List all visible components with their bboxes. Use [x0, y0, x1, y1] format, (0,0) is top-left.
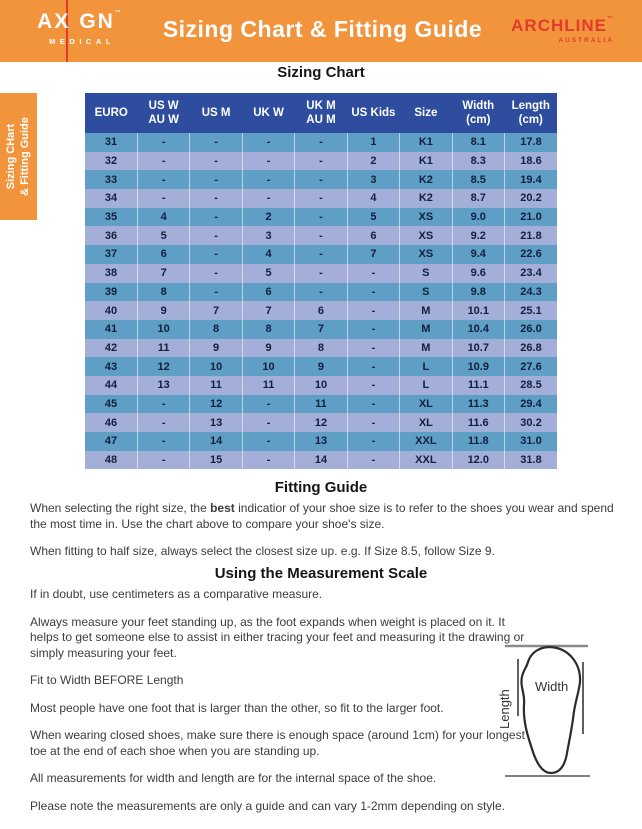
- paragraph-text: indicatior of your shoe size is to refer to the shoes you wear and spend the most time in. Use the chart above to compare your shoe's size.: [30, 501, 614, 531]
- archline-wordmark: ARCHLINE™: [511, 16, 614, 35]
- table-row: [85, 301, 557, 320]
- table-cell: XS: [400, 208, 452, 227]
- table-cell: 31.8: [505, 451, 558, 470]
- table-cell: M: [400, 339, 452, 358]
- table-cell: -: [347, 376, 399, 395]
- table-cell: 4: [137, 208, 189, 227]
- table-cell: 11.6: [452, 413, 504, 432]
- table-cell: -: [190, 208, 242, 227]
- table-cell: XXL: [400, 432, 452, 451]
- table-cell: 7: [295, 320, 347, 339]
- table-cell: 21.0: [505, 208, 558, 227]
- table-cell: 43: [85, 357, 137, 376]
- column-header: US W AU W: [137, 93, 189, 133]
- table-cell: -: [242, 395, 294, 414]
- table-cell: -: [347, 413, 399, 432]
- fitting-paragraph-1: [30, 501, 614, 532]
- table-cell: 38: [85, 264, 137, 283]
- table-cell: 14: [190, 432, 242, 451]
- table-cell: 2: [242, 208, 294, 227]
- table-cell: 12: [137, 357, 189, 376]
- table-cell: 8.1: [452, 133, 504, 152]
- table-cell: 26.8: [505, 339, 558, 358]
- table-cell: 25.1: [505, 301, 558, 320]
- table-cell: 19.4: [505, 170, 558, 189]
- table-cell: -: [137, 451, 189, 470]
- table-cell: 11: [242, 376, 294, 395]
- axign-wordmark: AX GN™: [37, 10, 123, 33]
- length-label: Length: [498, 689, 512, 729]
- side-tab: [0, 93, 37, 220]
- measurement-paragraph: All measurements for width and length are for the internal space of the shoe.: [30, 771, 437, 785]
- table-cell: 7: [242, 301, 294, 320]
- table-cell: 40: [85, 301, 137, 320]
- table-cell: 7: [347, 245, 399, 264]
- table-cell: 11.8: [452, 432, 504, 451]
- table-cell: -: [190, 133, 242, 152]
- table-cell: 37: [85, 245, 137, 264]
- table-cell: -: [137, 395, 189, 414]
- page-title: Sizing Chart & Fitting Guide: [162, 16, 483, 42]
- table-cell: 9: [137, 301, 189, 320]
- table-cell: -: [190, 245, 242, 264]
- table-cell: S: [400, 264, 452, 283]
- table-cell: 9.4: [452, 245, 504, 264]
- table-cell: M: [400, 301, 452, 320]
- table-cell: 8.5: [452, 170, 504, 189]
- sizing-chart-heading: Sizing Chart: [277, 64, 365, 81]
- table-cell: 36: [85, 226, 137, 245]
- table-row: [85, 413, 557, 432]
- table-cell: 21.8: [505, 226, 558, 245]
- table-cell: 27.6: [505, 357, 558, 376]
- table-cell: 13: [190, 413, 242, 432]
- table-cell: -: [347, 432, 399, 451]
- table-cell: 9.8: [452, 283, 504, 302]
- table-cell: K2: [400, 189, 452, 208]
- table-cell: 39: [85, 283, 137, 302]
- measurement-paragraph: Always measure your feet standing up, as the foot expands when weight is placed on it. It helps to get someone else to assist in either tracing your feet and measuring it the drawing or simply measuring your feet.: [30, 614, 525, 660]
- table-cell: 29.4: [505, 395, 558, 414]
- table-cell: -: [295, 283, 347, 302]
- table-cell: XL: [400, 395, 452, 414]
- table-cell: -: [242, 413, 294, 432]
- table-cell: -: [137, 152, 189, 171]
- table-cell: 4: [347, 189, 399, 208]
- table-cell: XS: [400, 226, 452, 245]
- table-cell: 11.3: [452, 395, 504, 414]
- column-header: US Kids: [347, 93, 399, 133]
- table-cell: -: [295, 264, 347, 283]
- table-cell: 10: [137, 320, 189, 339]
- table-cell: 5: [137, 226, 189, 245]
- table-cell: 23.4: [505, 264, 558, 283]
- table-cell: 45: [85, 395, 137, 414]
- table-cell: -: [295, 189, 347, 208]
- measurement-paragraph: If in doubt, use centimeters as a comparative measure.: [30, 587, 323, 601]
- axign-medical-subtext: MEDICAL: [49, 37, 115, 46]
- table-cell: -: [190, 189, 242, 208]
- fitting-guide-heading: Fitting Guide: [274, 479, 368, 496]
- table-cell: 17.8: [505, 133, 558, 152]
- table-cell: 11: [295, 395, 347, 414]
- table-cell: 8.7: [452, 189, 504, 208]
- table-cell: 35: [85, 208, 137, 227]
- table-cell: -: [295, 226, 347, 245]
- table-row: [85, 432, 557, 451]
- table-row: [85, 208, 557, 227]
- table-cell: -: [347, 395, 399, 414]
- bold-word: best: [210, 501, 235, 515]
- table-cell: 6: [137, 245, 189, 264]
- table-cell: 41: [85, 320, 137, 339]
- column-header: UK M AU M: [295, 93, 347, 133]
- table-cell: L: [400, 357, 452, 376]
- table-row: [85, 357, 557, 376]
- table-cell: 18.6: [505, 152, 558, 171]
- measurement-paragraph: When wearing closed shoes, make sure there is enough space (around 1cm) for your longest toe at the end of each shoe when you are standing up.: [30, 728, 525, 758]
- table-cell: 8: [295, 339, 347, 358]
- table-cell: K2: [400, 170, 452, 189]
- table-cell: 42: [85, 339, 137, 358]
- table-cell: -: [190, 152, 242, 171]
- table-cell: 11: [137, 339, 189, 358]
- table-cell: 7: [190, 301, 242, 320]
- table-cell: -: [347, 339, 399, 358]
- table-row: [85, 152, 557, 171]
- side-tab-line1: Sizing CHart: [4, 123, 17, 190]
- table-cell: 32: [85, 152, 137, 171]
- table-row: [85, 133, 557, 152]
- table-cell: 9.6: [452, 264, 504, 283]
- table-cell: 2: [347, 152, 399, 171]
- table-cell: 8: [137, 283, 189, 302]
- table-cell: 20.2: [505, 189, 558, 208]
- table-cell: 12: [295, 413, 347, 432]
- table-cell: 4: [242, 245, 294, 264]
- table-cell: 12.0: [452, 451, 504, 470]
- table-cell: K1: [400, 133, 452, 152]
- table-cell: K1: [400, 152, 452, 171]
- table-cell: 10.4: [452, 320, 504, 339]
- table-row: [85, 376, 557, 395]
- table-cell: 31.0: [505, 432, 558, 451]
- table-row: [85, 170, 557, 189]
- table-cell: 6: [295, 301, 347, 320]
- table-cell: 8: [190, 320, 242, 339]
- table-cell: 5: [242, 264, 294, 283]
- table-cell: -: [137, 413, 189, 432]
- column-header: UK W: [242, 93, 294, 133]
- measurement-paragraph: Please note the measurements are only a guide and can vary 1-2mm depending on style.: [30, 798, 505, 813]
- table-cell: 13: [295, 432, 347, 451]
- table-cell: 14: [295, 451, 347, 470]
- table-cell: -: [347, 320, 399, 339]
- table-cell: -: [242, 170, 294, 189]
- table-cell: 22.6: [505, 245, 558, 264]
- archline-australia-subtext: AUSTRALIA: [558, 37, 614, 44]
- column-header: Width (cm): [452, 93, 504, 133]
- axign-medical-logo: [24, 10, 136, 46]
- table-row: [85, 226, 557, 245]
- foot-outline: [521, 647, 580, 773]
- table-cell: 1: [347, 133, 399, 152]
- table-cell: 10.7: [452, 339, 504, 358]
- table-cell: 31: [85, 133, 137, 152]
- table-cell: -: [190, 264, 242, 283]
- table-cell: -: [137, 133, 189, 152]
- table-row: [85, 451, 557, 470]
- table-cell: -: [295, 170, 347, 189]
- measurement-paragraph: Fit to Width BEFORE Length: [30, 673, 184, 687]
- table-cell: 12: [190, 395, 242, 414]
- column-header: Size: [400, 93, 452, 133]
- table-row: [85, 395, 557, 414]
- archline-logo: [511, 16, 614, 44]
- paragraph-text: When selecting the right size, the: [30, 501, 211, 515]
- table-cell: S: [400, 283, 452, 302]
- sizing-table-head-row: [85, 93, 557, 133]
- table-cell: -: [242, 432, 294, 451]
- table-cell: 28.5: [505, 376, 558, 395]
- sizing-table: [85, 93, 557, 469]
- table-cell: -: [137, 432, 189, 451]
- fitting-paragraph-2: When fitting to half size, always select the closest size up. e.g. If Size 8.5, follow Size 9.: [30, 544, 495, 558]
- table-cell: -: [347, 264, 399, 283]
- table-cell: 3: [242, 226, 294, 245]
- table-cell: 8.3: [452, 152, 504, 171]
- table-cell: 6: [347, 226, 399, 245]
- table-cell: L: [400, 376, 452, 395]
- table-cell: 24.3: [505, 283, 558, 302]
- table-cell: 10.1: [452, 301, 504, 320]
- table-cell: -: [295, 152, 347, 171]
- table-cell: 9.0: [452, 208, 504, 227]
- table-row: [85, 339, 557, 358]
- table-row: [85, 245, 557, 264]
- table-cell: -: [137, 170, 189, 189]
- column-header: EURO: [85, 93, 137, 133]
- width-label: Width: [535, 679, 569, 694]
- table-cell: -: [242, 152, 294, 171]
- table-row: [85, 283, 557, 302]
- table-cell: 30.2: [505, 413, 558, 432]
- table-cell: -: [347, 283, 399, 302]
- side-tab-line2: & Fitting Guide: [18, 117, 31, 196]
- table-cell: 26.0: [505, 320, 558, 339]
- table-cell: XL: [400, 413, 452, 432]
- table-cell: 6: [242, 283, 294, 302]
- sizing-table-body: [85, 133, 557, 469]
- table-cell: 5: [347, 208, 399, 227]
- table-row: [85, 264, 557, 283]
- table-cell: -: [295, 208, 347, 227]
- table-cell: -: [190, 226, 242, 245]
- table-cell: 34: [85, 189, 137, 208]
- table-row: [85, 320, 557, 339]
- sizing-table-wrap: [85, 93, 557, 469]
- table-cell: 8: [242, 320, 294, 339]
- page-header: [0, 0, 642, 62]
- table-cell: 11.1: [452, 376, 504, 395]
- measurement-scale-heading: Using the Measurement Scale: [214, 565, 428, 582]
- table-cell: 9.2: [452, 226, 504, 245]
- table-cell: 46: [85, 413, 137, 432]
- table-cell: 13: [137, 376, 189, 395]
- foot-measurement-diagram: [498, 634, 638, 786]
- table-cell: 7: [137, 264, 189, 283]
- table-cell: 10.9: [452, 357, 504, 376]
- table-cell: XS: [400, 245, 452, 264]
- table-cell: -: [347, 451, 399, 470]
- table-cell: 9: [242, 339, 294, 358]
- table-cell: 44: [85, 376, 137, 395]
- fitting-guide-text: [30, 501, 614, 572]
- measurement-paragraph: Most people have one foot that is larger than the other, so fit to the larger foot.: [30, 700, 444, 715]
- side-tab-label: [0, 93, 37, 220]
- table-cell: -: [190, 170, 242, 189]
- table-cell: -: [190, 283, 242, 302]
- table-cell: M: [400, 320, 452, 339]
- table-cell: -: [137, 189, 189, 208]
- table-cell: -: [242, 451, 294, 470]
- table-cell: -: [295, 133, 347, 152]
- column-header: US M: [190, 93, 242, 133]
- table-cell: 10: [242, 357, 294, 376]
- table-cell: 9: [190, 339, 242, 358]
- measurement-paragraphs: [30, 587, 536, 826]
- table-cell: 10: [190, 357, 242, 376]
- table-cell: XXL: [400, 451, 452, 470]
- table-cell: 47: [85, 432, 137, 451]
- table-cell: 11: [190, 376, 242, 395]
- table-cell: 48: [85, 451, 137, 470]
- table-cell: 33: [85, 170, 137, 189]
- table-cell: -: [347, 301, 399, 320]
- table-cell: 9: [295, 357, 347, 376]
- table-cell: -: [242, 189, 294, 208]
- column-header: Length (cm): [505, 93, 558, 133]
- table-cell: -: [347, 357, 399, 376]
- table-cell: -: [242, 133, 294, 152]
- table-cell: 10: [295, 376, 347, 395]
- table-cell: 15: [190, 451, 242, 470]
- table-cell: -: [295, 245, 347, 264]
- table-cell: 3: [347, 170, 399, 189]
- table-row: [85, 189, 557, 208]
